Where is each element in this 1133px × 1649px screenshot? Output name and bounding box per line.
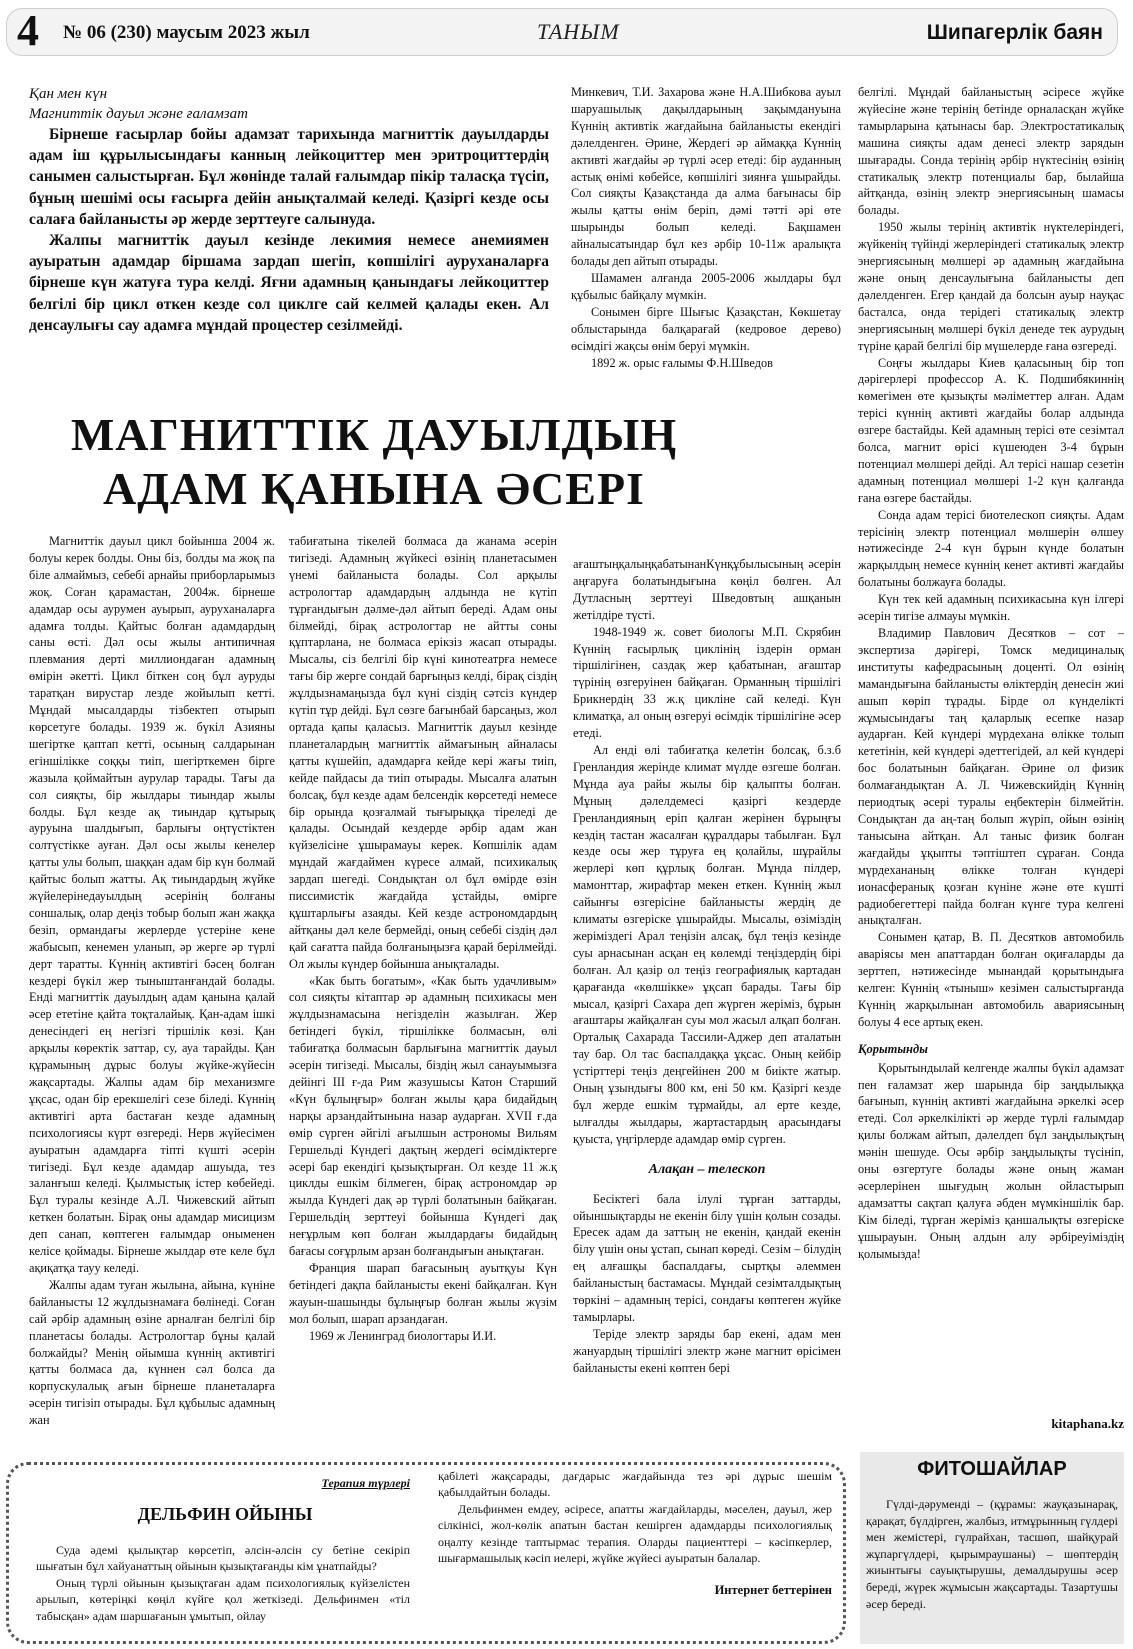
- page-header: [6, 8, 1118, 56]
- paragraph: Күн тек кей адамның психикасына күн ілгері әсерін тигізе алмауы мүмкін.: [858, 592, 1124, 624]
- paragraph: қабілеті жақсарады, дағдарыс жағдайында тез әрі дұрыс шешім қабылдайтын болады.: [438, 1469, 832, 1500]
- article-headline: [29, 408, 719, 516]
- kicker-1: Қан мен күн: [29, 86, 108, 102]
- paragraph: Ал енді өлі табиғатқа келетін болсақ, б.з.б Гренландия жерінде климат мүлде өзгеше болған. Мұнда ауа райы жылы бір қалыпты болған. Мұның дәлелдемесі қазіргі кездерде Гренландияның еріп қалған жерінен бұрыңғы кездің тастан жасалған құралдары табылған. Бұл кезде осы жер тұруға ең қолайлы, шұрайлы жерлері көп құрлық болған. Мұнда пілдер, мамонттар, жирафтар мекен еткен. Күннің жыл сайынғы өзгерісіне байланысты жердің де климаты өзгеріске ұшырайды. Мысалы, өзіміздің жеріміздегі Арал теңізін алсақ, бұл теңіз кезінде суы арнасынан асқан ең көлемді теңіздердің бірі болған. Ал қазір ол теңіз географиялық картадан қарағанда «көлшікке» ұқсап барады. Тағы бір мысал, қазіргі Сахара деп жүрген жеріміз, бұрын ағаштары жайқалған суы мол жасыл алқап болған. Орталық Сахарада Тассили-Аджер деп аталатын тау бар. Ол тас баспалдаққа ұқсас. Оның кейбір үстірттері теңіз деңгейінен 200 м биікте жатыр. Оның ұзындығы 800 км, ені 50 км. Қазіргі кезде бұл жерде ешкім тұрмайды, ал ерте кезде, ылғалды жылдары, жартастардың арасындағы қуыста, үңгірлерде адамдар өмір сүрген.: [573, 742, 841, 1146]
- lead-block: [29, 84, 549, 336]
- paragraph: табиғатына тікелей болмаса да жанама әсерін тигізеді. Адамның жүйкесі өзінің планетасымен үнемі байланыста болады. Сол арқылы астрологтар адамдардың алдында не күтіп тұрғандығын дәлме-дәл айтып береді. Адам оны білмейді, бірақ астрологтар не айтты соны құптарлана, не болмаса ерікзіз жасап отырады. Мысалы, сіз белгілі бір күні кинотеатрға немесе тағы бір жерге сондай барғыңыз келді, бірақ сіздің жұлдызнамаңызда бұл күні сіздің сәтсіз күндер күтіп тұр дейді. Бұл сөзге бағынбай барсаңыз, жол ортада қапы қаласыз. Магниттік дауыл кезінде планеталардың магниттік аймағының айналасы қатты күшейіп, адамдарға кейде кері жағы тиіп, кейде пайдасы да тиіп отырады. Мысалға алатын болсақ, бұл кезде адам белсендік көрсетеді немесе бір орында қозғалмай тығырыққа тіреледі де қалады. Осындай кездерде әрбір адам жан күйзелісіне ұшырамауы керек. Көпшілік адам мұндай жағдаймен күресе алмай, психикалық зардап шегеді. Сондықтан ол бұл өмірде өзін писсимистік жағдайда ұстайды, өмірге құштарлығы азаяды. Кей кезде астрономдардың айтқаны дәл келе бермейді, оның себебі сіздің дәл қай сағатта пайда болғаныңызға қарай берілмейді. Ол жылы күндер бойынша анықталады.: [289, 534, 557, 971]
- lead-paragraph-1: Бірнеше ғасырлар бойы адамзат тарихында магниттік дауылдарды адам іш құрылысындағы канның лейкоциттер мен эритроциттердің санымен салыстырған. Бұл жөнінде талай ғалымдар пікір таласқа түсіп, бұның шешімі осы ғасырға дейін анықталмай келеді. Қазіргі кезде осы салаға байланысты әр жерде зерттеуге салынуда.: [29, 126, 549, 228]
- paragraph: Гүлді-дәрумендi – (құрамы: жауқазынарақ, қарақат, бүлдірген, жалбыз, итмұрынның гүлдері мен жемістері, гүлрайхан, тасшөп, шайқурай жұпаргүлдері, қырымраушаны) – шөптердің жиынтығы сауықтырушы, демалдырушы әсер береді, жүрек жұмысын жақсартады. Тазартушы әсер береді.: [866, 1497, 1118, 1611]
- source-credit: kitaphana.kz: [1051, 1416, 1124, 1431]
- paragraph: Франция шарап бағасының ауытқуы Күн бетіндегі дақпа байланысты екені байқалған. Күн жауын-шашынды бұлыңғыр болған жылы жүзім мол болып, шарап арзандаған.: [289, 1260, 557, 1326]
- dolphin-title: ДЕЛЬФИН ОЙЫНЫ: [137, 1504, 313, 1524]
- dolphin-signature: Интернет беттерінен: [714, 1583, 832, 1597]
- paragraph: Сонда адам терісі биотелескоп сияқты. Адам терісінің электр потенциал мөлшерін өлшеу нәтижесінде 2-4 күн бұрын күнде болатын жарқылдың немесе күннің кенет активті жағдайы болатыны болжауға болады.: [858, 507, 1124, 590]
- newspaper-brand: ТАНЫМ: [537, 19, 620, 44]
- column-top-3: [571, 84, 841, 402]
- paragraph: Теріде электр заряды бар екені, адам мен жануардың тіршілігі электр және магнит өрісімен байланысты екені көптен бері: [573, 1326, 841, 1375]
- paragraph: 1892 ж. орыс ғалымы Ф.Н.Шведов: [591, 355, 773, 370]
- paragraph: 1950 жылы терінің активтік нүктелеріндегі, жүйкенің түйінді жерлеріндегі статикалық электр энергиясының мөлшері әр адамның жағдайына және оның денсаулығына байланысты деп дәлелденген. Егер қандай да болсын ауыр науқас басталса, онда терідегі статикалық электр энергиясының мөлшері бүкіл денеде тек аурудың түріне қарай белгілі бір мүшелерде ғана өзгереді.: [858, 220, 1124, 353]
- column-3: [573, 556, 841, 1456]
- paragraph: Магниттік дауыл цикл бойынша 2004 ж. болуы керек болды. Оны біз, болды ма жоқ па біле алмаймыз, себебі арнайы приборларымыз жоқ. Соған қарамастан, 2004ж. бірнеше адамдар осы аурумен ауырып, ауруханаларға адамға толды. Қайтыс болған адамдардың саны өсті. Дәл осы жылы антипичная плевмания дерті миллиондаған адамның өмірін әкетті. Цикл біткен соң бұл ауруды таратқан вирустар лезде жойылып кетті. Мұндай мысалдарды тізбектеп отырып көрсетуге болады. 1939 ж. бүкіл Азияны шегіртке қаптап кетті, осының салдарынан егіншілікке соққы тиіп, шегірткемен бірге жазыла қоймайтын аурулар тарады. Тағы да сол сияқты, бір жылдары тиындар жылы болды. Бұл кезде ақ тиындар құтырық ауруына шалдығып, барлығы оңтүстіктен солтүстікке ауған. Дәл осы жылы кенелер қатты улы болып, шаққан адам бір күн болмай қайтыс болып жатты. Ақ тиындардың жүйке жүйелерінедауылдың әсерінің болғаны соншалық, олар деңіз тобыр болып жан жаққа безіп, ормандағы жерлерде үстеріне кене жабысып, кенемен уланып, әр жерге әр түрлі дерт таратты. Күннің активтігі бәсең болған кездері бүкіл жер тыныштанғандай болады. Енді магниттік дауылдың адам қанына қалай әсер ететіне қайта тоқталайық. Қан-адам ішкі денесіндегі ең негізгі тіршілік көзі. Қан арқылы көректік заттар, су, ауа тарайды. Қан құрамының дұрыс болуы жүйке-жүйесін жақсартады. Жалпы адам бір механизмге ұқсас, одан бір ерекшелігі сезе біледі. Күннің активтігі арта бастаған кезде адамның психологиясы күрт өзгереді. Нерв жүйесімен ауыратын адамдарға тіпті күшті әсерін тигізеді. Бұл кезде адамдар ашуыда, тез заланғыш келеді. Қылмыстық істер көбейеді. Бұл туралы кезінде А.Л. Чижевский айтып кеткен болатын. Бірақ оны адамдар мисицизм деп санап, көптеген ғалымдар оныменен келісе қоймады. Бірнеше жылдар өте келе бұл ақиқатқа тауу келеді.: [29, 534, 275, 1275]
- subheading-conclusion: Қорытынды: [858, 1041, 928, 1056]
- paragraph: Соңғы жылдары Киев қаласының бір топ дәрігерлері профессор А. К. Подшибякиннің көмегімен өте қызықты мәліметтер алған. Адам терісі күннің активті жағдайы болар алдында өзгере бастайды. Кей адамның терісі өте сезімтал болса, магнит өрісі күшеюден 3-4 бұрын потенциал мөлшері дейді. Ал терісі нашар сезетін адамның потенциал мөлшері 1-2 күн қалғанда ғана өзгере бастайды.: [858, 355, 1124, 505]
- section-rubric: Шипагерлік баян: [926, 21, 1103, 44]
- dolphin-col-1: [36, 1542, 410, 1634]
- paragraph: Сонымен бірге Шығыс Қазақстан, Көкшетау облыстарында балқарағай (кедровое дерево) өсімдігі жақсы өнім беруі мүмкін.: [571, 304, 841, 353]
- paragraph: Шамамен алғанда 2005-2006 жылдары бұл құбылыс байқалу мүмкін.: [571, 270, 841, 302]
- paragraph: Владимир Павлович Десятков – сот – экспертиза дәрігері, Томск медициналық институты кафедрасының доценті. Ол өзінің мамандығына байланысты өліктердің денесін жиі ашып көріп тұрады. Бірде ол күнделікті жұмысындағы таң қаларлық есепке назар аударған. Кей күндері мүрдеханa өлікке толып кететінін, кей күндері әдеттегідей, ал кей күндері бос болатынын байқаған. Әрине ол физик болмағандықтан А. Л. Чижевскийдің Күннің периодтық әсері туралы еңбектерін білмейтін. Сондықтан да аң-таң болып жүріп, ойын өзінің танысына айтқан. Ал таныс физик болған жағдайды ұқыпты тәптіштеп сұраған. Сонда мүрдехананың өлікке толған күндері ионасферанық қозған күніне және өте күшті радиобегеттері пайда болған күнге тура келгені анықталған.: [858, 626, 1124, 928]
- kicker-2: Магниттік дауыл және ғаламзат: [29, 106, 248, 122]
- dolphin-col-2: [438, 1468, 832, 1598]
- paragraph: Сонымен қатар, В. П. Десятков автомобиль аварiясы мен апаттардан болған оқиғаларды да зерттеп, нәтижесінде мынандай қорытындыға келген: Күннің «тыныш» кезімен салыстырғанда Күннің жарқылынан автомобиль авариясының болуы 4 есе артық екен.: [858, 930, 1124, 1029]
- subheading-telescope: Алақан – телескоп: [648, 1161, 766, 1177]
- paragraph: 1969 ж Ленинград биологтары И.И.: [309, 1328, 497, 1343]
- paragraph: Суда әдемі қылықтар көрсетіп, әлсін-әлсін су бетіне секіріп шығатын бұл хайуанаттың ойынын қызықтағанды кім ұнатпайды?: [36, 1543, 410, 1574]
- paragraph: Оның түрлі ойынын қызықтаған адам психологиялық күйзелістен арылып, көтеріңкі көңіл күйге қол жеткізеді. Дельфинмен «тіл табысқан» адам шаршағанын ұмытып, ойлау: [36, 1575, 410, 1623]
- headline-line-2: АДАМ ҚАНЫНА ӘСЕРІ: [103, 463, 645, 514]
- page-number: 4: [17, 6, 39, 55]
- paragraph: Қорытындылай келгенде жалпы бүкіл адамзат пен ғаламзат жер шарында бір заңдылыққа бағынып, күннің активті жағдайына әркелкі әсер етеді. Сол әркелкіліктi әр жерде түрлі ғалымдар қилы болжам айтып, дәлелдеп бұл заңдылықтың мәнін шешуде. Осы әрбір заңдылықты түсініп, оны өзгертуге болады және оның жаман әсерлерінен шығудың жолын ойластырып адамзатты сақтап қалуға әбден мүмкіншілік бар. Кім біледі, тұрған жеріміз қаншалықты өзгеріске ұшырауын. Оның алдын алу әрбіреуіміздің қолымызда!: [858, 1060, 1124, 1261]
- column-4: [858, 84, 1124, 1414]
- paragraph: 1948-1949 ж. совет биологы М.П. Скрябин Күннің ғасырлық циклінің іздерін орман тіршілігінен, саздақ жер қабатынан, ағаштар түрінің өзгеруінен байқаған. Орманның тіршілігі Брикнердің 33 ж.қ цикліне сай келеді. Күн климатқа, ал оның өзгеруі өсімдік тіршілігіне әсер етеді.: [573, 624, 841, 741]
- paragraph: белгілі. Мұндай байланыстың әсіресе жүйке жүйесіне және терінің бетінде орналасқан жүйке тамырларына қатынасы бар. Электростатикалық машина сияқты адам денесі электр зарядын шығарады. Сонда терінің әрбір нүктесінің өзінің статикалық электр потенциалы бар, былайша айтқанда, өзінің электр энергиясының шамасы болады.: [858, 85, 1124, 218]
- headline-line-1: МАГНИТТІК ДАУЫЛДЫҢ: [70, 409, 678, 460]
- fito-title: ФИТОШАЙЛАР: [917, 1458, 1067, 1480]
- fito-text: [866, 1496, 1118, 1642]
- column-2: [289, 533, 557, 1445]
- paragraph: Жалпы адам туған жылына, айына, күніне байланысты 12 жұлдызнамаға бөлінеді. Соған сай әрбір адамның өзіне арналған белгілі бір планетасы болады. Астрологтар бұны қалай болжайды? Менің ойымша күннің активтігі қатты болмаса да, күннен сәл болса да корпускулалық ағын бірнеше планеталарға әсерін тигізіп отырады. Бұл құбылыс адамның жан: [29, 1277, 275, 1428]
- paragraph: Минкевич, Т.И. Захарова және Н.А.Шибкова ауыл шаруашылық дақылдарының зақымдануына Күннің активтік жағдайына байланысты екендігі дәлелденген. Әрине, Жердегі әр аймаққа Күннің активті жағдайы әр түрлі әсер етеді: бір ауданның астық өнімі көбейсе, көпшілігі зиянға ұшырайды. Сол сияқты Қазақстанда да алма бағынасы бір жылы қатты өнім беріп, дәмі тәтті әрі өте шырынды болып келеді. Бақшамен айналысатындар бұл кез әрбір 10-11ж аралықта болады деп айтып отырады.: [571, 85, 841, 269]
- lead-paragraph-2: Жалпы магниттік дауыл кезінде лекимия немесе анемиямен ауыратын адамдар біршама зардап шегіп, көпшілігі ауруханаларға бірнеше күн жатуға тура келді. Яғни адамның қанындағы лейкоциттер белгілі бір цикл өткен кезде сол циклге сай келмей қалады екен. Ал денсаулығы сау адамға мұндай процестер сезілмейді.: [29, 232, 549, 334]
- paragraph: «Как быть богатым», «Как быть удачливым» сол сияқты кітаптар әр адамның психикасы мен жұлдызнамасына негізделін жазылған. Жер бетіндегі бүкіл, тіршілікке болмасын, өлі табиғатқа болмасын барлығына магниттік дауыл әсерін тигізеді. Мысалы, біздің жыл санауымызға дейінгі ІІІ ғ-да Рим жазушысы Катон Старший «Күн бұлыңғыр» болған жылы қара бидайдың нарқы арзандайтынына назар аударған. ХVІІ ғ.да өмір сүрген әйгілі ағылшын астрономы Вильям Гершельді Күндегі дақтың жердегі өсімдіктерге әсері бар екендігі қызықтырған. Ол кезде 11 ж.қ циклды ешкім білмеген, бірақ астрономдар әр жылда Күндегі дақ әр түрлі болатынын байқаған. Гершельдің зерттеуі бойынша Күндегі дақ неғұрлым көп болған жылдардағы бидайдың бағасы соғұрлым арзан болғандығын анықтаған.: [289, 973, 557, 1259]
- dolphin-rubric: Терапия түрлері: [321, 1476, 410, 1490]
- column-1: [29, 533, 275, 1445]
- issue-info: № 06 (230) маусым 2023 жыл: [63, 22, 310, 43]
- paragraph: Дельфинмен емдеу, әсіресе, апатты жағдайларды, мәселен, дауыл, жер сілкінісі, жол-көлік апатын бастан кешірген адамдарды психологиялық оңалту кезінде таптырмас терапия. Оларды пациенттері – кәсіпкерлер, шығармашылық кәсіп иелері, жүйке жүйесі ауыратын балалар.: [438, 1501, 832, 1566]
- paragraph: ағаштыңқалыңқабатынанКүнқұбылысының әсерін аңғаруға болатындығына көңіл бөлген. Ал Дутласның зерттеуі Шведовтың ашқанын жетілдіре түсті.: [573, 557, 841, 622]
- paragraph: Бесіктегі бала ілулі тұрған заттарды, ойыншықтарды не екенін білу үшін қолын созады. Ересек адам да заттың не екенін, қандай екенін білу үшін оны ұстап, сынап көреді. Сезім – білудің ең алғашқы баспалдағы, сыртқы әлеммен байланыстың бастамасы. Мұндай сезімталдықтың төркіні – адамның терісі, сондағы көптеген жүйке тамырлары.: [573, 1191, 841, 1324]
